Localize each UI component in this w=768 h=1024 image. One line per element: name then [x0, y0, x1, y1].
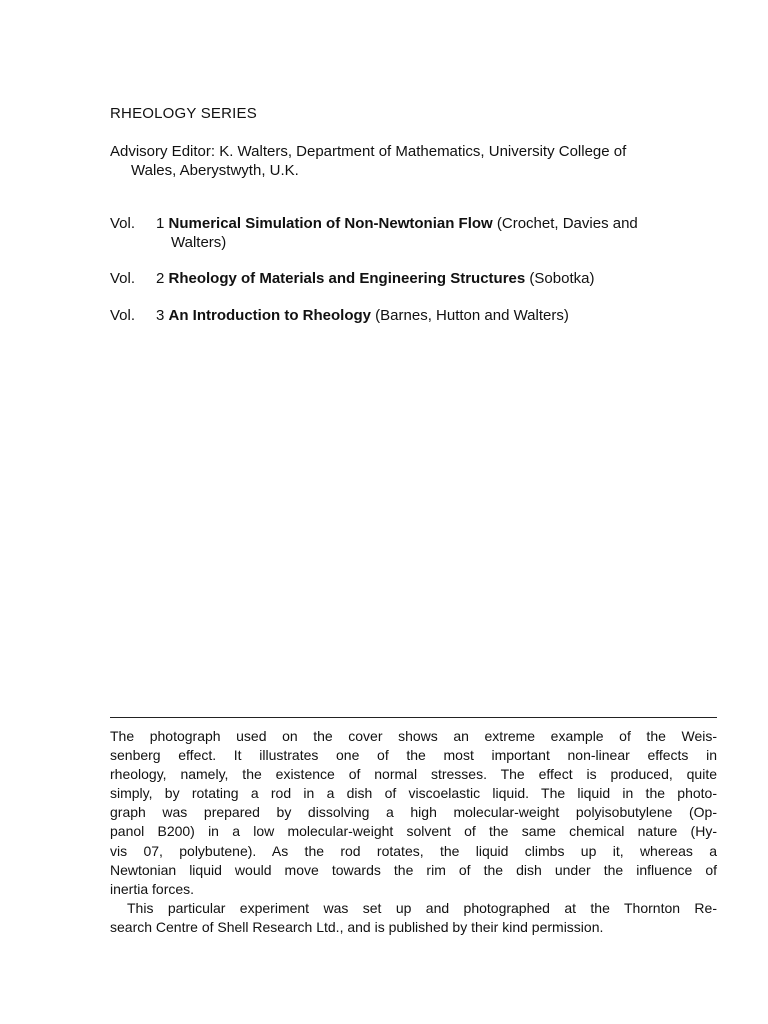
volume-number: 3 — [156, 307, 165, 324]
advisory-editor — [110, 142, 725, 180]
note-line: rheology, namely, the existence of normal stresses. The effect is produced, quite — [110, 766, 717, 783]
cover-photo-note — [110, 727, 717, 937]
volume-label: Vol. — [110, 215, 136, 232]
note-line: simply, by rotating a rod in a dish of viscoelastic liquid. The liquid in the photo- — [110, 785, 717, 802]
note-line: This particular experiment was set up and photographed at the Thornton Re- — [127, 899, 717, 916]
volume-number: 2 — [156, 270, 165, 287]
note-line: vis 07, polybutene). As the rod rotates, the liquid climbs up it, whereas a — [110, 842, 717, 859]
volume-entry-2 — [110, 269, 725, 288]
note-line: Newtonian liquid would move towards the rim of the dish under the influence of — [110, 861, 717, 878]
note-line: panol B200) in a low molecular-weight solvent of the same chemical nature (Hy- — [110, 823, 717, 840]
volume-entry-3 — [110, 306, 725, 325]
volume-authors: (Crochet, Davies and — [496, 215, 638, 232]
note-line: The photograph used on the cover shows an extreme example of the Weis- — [110, 728, 717, 744]
volume-label: Vol. — [110, 307, 136, 324]
volume-number: 1 — [156, 215, 165, 232]
volume-title: Rheology of Materials and Engineering Structures — [168, 270, 526, 287]
volume-label: Vol. — [110, 270, 136, 287]
volume-authors: (Barnes, Hutton and Walters) — [375, 307, 569, 324]
advisory-editor-line-2: Wales, Aberystwyth, U.K. — [131, 162, 299, 179]
volume-title: Numerical Simulation of Non-Newtonian Flow — [168, 215, 493, 232]
note-line: inertia forces. — [110, 880, 195, 897]
footnote-divider — [110, 717, 717, 718]
advisory-editor-line-1: Advisory Editor: K. Walters, Department of Mathematics, University College of — [110, 143, 627, 160]
note-line: graph was prepared by dissolving a high molecular-weight polyisobutylene (Op- — [110, 804, 717, 821]
note-line: senberg effect. It illustrates one of the most important non-linear effects in — [110, 747, 717, 764]
volume-authors-continued: Walters) — [171, 234, 227, 251]
volume-authors: (Sobotka) — [529, 270, 595, 287]
series-title: RHEOLOGY SERIES — [110, 105, 257, 122]
note-line: search Centre of Shell Research Ltd., and is published by their kind permission. — [110, 918, 604, 935]
volume-title: An Introduction to Rheology — [168, 307, 371, 324]
volume-entry-1 — [110, 214, 725, 252]
